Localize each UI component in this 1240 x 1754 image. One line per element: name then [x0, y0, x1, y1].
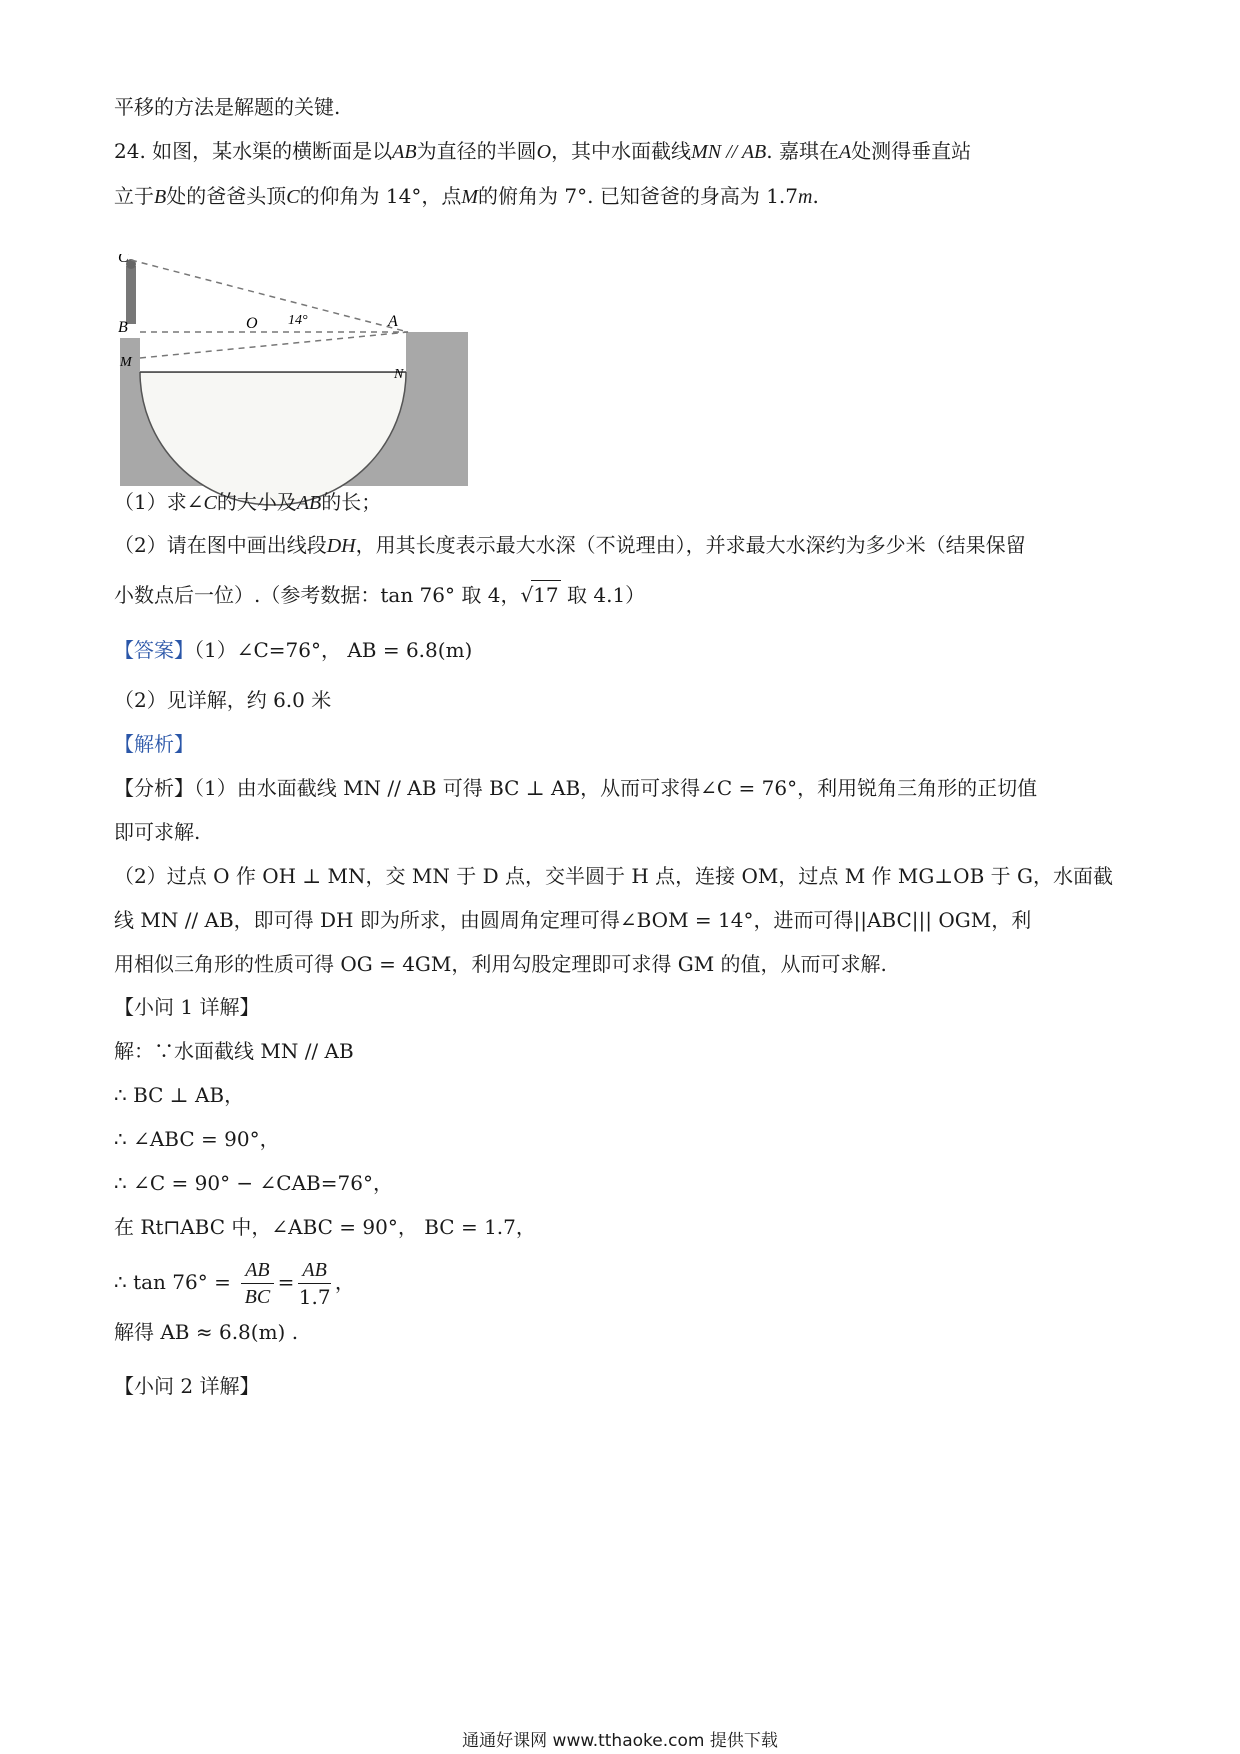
sqrt-value: 17	[531, 580, 560, 609]
math-b: B	[154, 186, 167, 208]
fraction-numerator: AB	[298, 1257, 330, 1284]
problem-text: 立于	[114, 184, 154, 208]
question-text: 的长；	[321, 490, 382, 514]
fraction-denominator: BC	[244, 1286, 271, 1308]
analysis-tag: 【解析】	[114, 732, 194, 756]
problem-line-2	[114, 182, 819, 211]
problem-text: ，其中水面截线	[551, 139, 692, 163]
problem-text: . 嘉琪在	[766, 139, 839, 163]
comma: ，	[334, 1270, 355, 1294]
label-o: O	[246, 315, 258, 332]
fraction-numerator: AB	[241, 1257, 273, 1284]
question-text: ，用其长度表示最大水深（不说理由），并求最大水深约为多少米（结果保留	[355, 533, 1026, 557]
math-unit-m: m	[798, 186, 813, 208]
equals-sign: =	[277, 1270, 295, 1294]
question-text: 取 4.1）	[560, 583, 646, 607]
solution-step-4: ∴ ∠C = 90° − ∠CAB=76°，	[114, 1171, 393, 1195]
fraction-ab-bc	[241, 1257, 273, 1310]
math-ab: AB	[392, 141, 417, 163]
label-b: B	[118, 319, 128, 336]
analysis-line-3: （2）过点 O 作 OH ⊥ MN，交 MN 于 D 点，交半圆于 H 点，连接 OM，过点 M 作 MG⊥OB 于 G，水面截	[114, 864, 1113, 888]
problem-text: 为直径的半圆	[416, 139, 537, 163]
answer-tag: 【答案】	[114, 638, 194, 662]
analysis-line-5: 用相似三角形的性质可得 OG = 4GM，利用勾股定理即可求得 GM 的值，从而可求解.	[114, 952, 887, 976]
math-c: C	[203, 492, 217, 514]
label-n: N	[394, 367, 404, 382]
analysis-line-2: 即可求解.	[114, 820, 201, 844]
problem-text: 的仰角为 14°，点	[299, 184, 462, 208]
question-1	[114, 488, 381, 517]
solution-2-header: 【小问 2 详解】	[114, 1374, 260, 1398]
solution-1-header: 【小问 1 详解】	[114, 995, 260, 1019]
question-text: 小数点后一位）.（参考数据：tan 76° 取 4，	[114, 583, 521, 607]
fraction-ab-1-7	[298, 1257, 330, 1310]
math-c: C	[286, 186, 300, 208]
tan-expression: ∴ tan 76° =	[114, 1270, 231, 1294]
math-ab: AB	[296, 492, 322, 514]
solution-step-3: ∴ ∠ABC = 90°，	[114, 1127, 280, 1151]
math-dh: DH	[326, 535, 356, 557]
math-o: O	[536, 141, 552, 163]
problem-line-1	[114, 137, 971, 166]
label-m: M	[120, 355, 132, 370]
label-a: A	[388, 313, 398, 330]
question-2-line-2	[114, 580, 645, 609]
math-m: M	[461, 186, 479, 208]
question-text: （1）求∠	[114, 490, 204, 514]
label-c: C	[118, 254, 129, 266]
problem-text: 处测得垂直站	[851, 139, 972, 163]
channel-figure	[118, 254, 478, 522]
label-angle-14: 14°	[288, 313, 308, 328]
analysis-line-1: 【分析】（1）由水面截线 MN // AB 可得 BC ⊥ AB，从而可求得∠C = 76°，利用锐角三角形的正切值	[114, 776, 1038, 800]
page-footer: 通通好课网 www.tthaoke.com 提供下载	[462, 1731, 778, 1751]
math-mn-parallel-ab: MN // AB	[691, 141, 767, 163]
question-text: （2）请在图中画出线段	[114, 533, 327, 557]
person-figure	[126, 266, 136, 324]
answer-text: （1）∠C=76°， AB = 6.8(m)	[194, 638, 473, 662]
solution-step-6	[114, 1252, 355, 1312]
sqrt-symbol: √	[520, 583, 534, 607]
question-2	[114, 531, 1026, 560]
sight-line-ca	[131, 260, 408, 332]
problem-text: 的俯角为 7°. 已知爸爸的身高为 1.7	[478, 184, 799, 208]
question-text: 的大小及	[216, 490, 297, 514]
answer-line-2: （2）见详解，约 6.0 米	[114, 688, 332, 712]
answer-line-1	[114, 636, 472, 664]
analysis-line-4: 线 MN // AB，即可得 DH 即为所求，由圆周角定理可得∠BOM = 14°，进而可得||ABC||| OGM，利	[114, 908, 1032, 932]
solution-step-5: 在 Rt⊓ABC 中，∠ABC = 90°， BC = 1.7，	[114, 1215, 536, 1239]
problem-text: 24. 如图，某水渠的横断面是以	[114, 139, 393, 163]
solution-step-2: ∴ BC ⊥ AB，	[114, 1083, 245, 1107]
math-a: A	[838, 141, 852, 163]
solution-step-7: 解得 AB ≈ 6.8(m) .	[114, 1320, 299, 1344]
intro-line: 平移的方法是解题的关键.	[114, 95, 341, 119]
problem-text: 处的爸爸头顶	[166, 184, 287, 208]
solution-step-1: 解：∵水面截线 MN // AB	[114, 1039, 354, 1063]
fraction-denominator: 1.7	[298, 1285, 331, 1309]
problem-text: .	[812, 184, 819, 208]
